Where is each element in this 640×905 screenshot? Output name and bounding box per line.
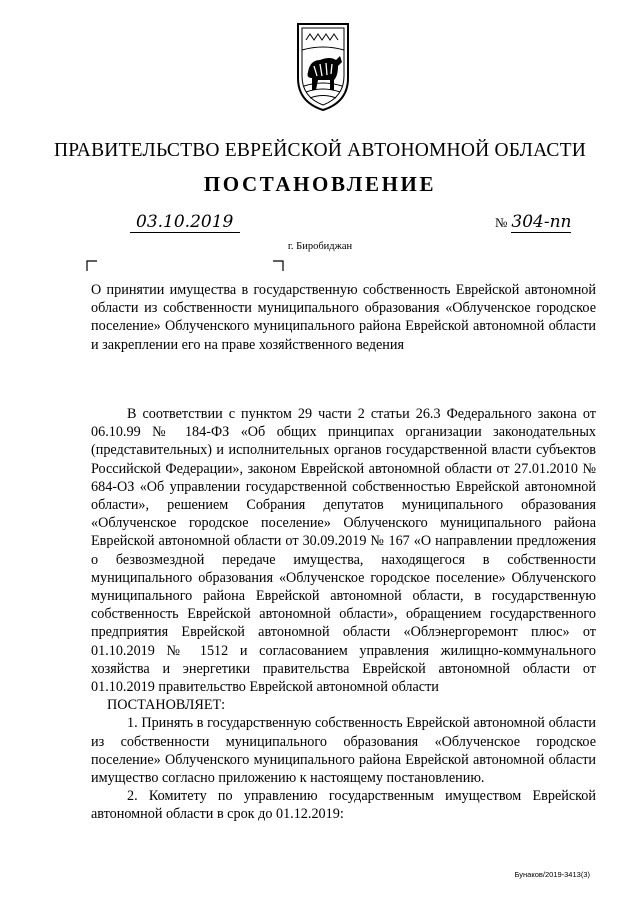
decree-heading: ПОСТАНОВЛЯЕТ: <box>107 697 226 714</box>
clause-2: 2. Комитету по управлению государственным имуществом Еврейской автономной области в срок до 01.12.2019: <box>91 788 596 823</box>
document-number: 304-пп <box>511 212 572 232</box>
document-type: ПОСТАНОВЛЕНИЕ <box>203 172 437 196</box>
preamble-paragraph: В соответствии с пунктом 29 части 2 статьи 26.3 Федерального закона от 06.10.99 № 184-ФЗ «Об общих принципах организации законодательных (представительных) и исполнительных органов государственной власти субъектов Российской Федерации», законом Еврейской автономной области от 27.01.2010 № 684-ОЗ «Об управлении государственной собственностью Еврейской автономной области», решением Собрания депутатов муниципального образования «Облученское городское поселение» Облученского муниципального района Еврейской автономной области от 30.09.2019 № 167 «О направлении предложения о безвозмездной передаче имущества, находящегося в собственности муниципального образования «Облученское городское поселение» Облученского муниципального района Еврейской автономной области, в государственную собственность Еврейской автономной области», обращением государственного предприятия Еврейской автономной области «Облэнергоремонт плюс» от 01.10.2019 № 1512 и согласованием управления жилищно-коммунального хозяйства и энергетики правительства Еврейской автономной области от 01.10.2019 правительство Еврейской автономной области <box>91 406 596 696</box>
executor-reference: Бунаков/2019-3413(3) <box>514 870 590 879</box>
corner-mark-left-icon <box>86 260 98 272</box>
document-subject: О принятии имущества в государственную собственность Еврейской автономной области из собственности муниципального образования «Облученское городское поселение» Облученского муниципального района Еврейской автономной области и закреплении его на праве хозяйственного ведения <box>91 282 596 353</box>
document-date-field <box>130 212 240 233</box>
number-label: № <box>495 215 508 230</box>
document-body <box>91 405 596 824</box>
government-title: ПРАВИТЕЛЬСТВО ЕВРЕЙСКОЙ АВТОНОМНОЙ ОБЛАСТИ <box>53 140 587 161</box>
clause-1: 1. Принять в государственную собственность Еврейской автономной области из собственности муниципального образования «Облученское городское поселение» Облученского муниципального района Еврейской автономной области имущество согласно приложению к настоящему постановлению. <box>91 715 596 787</box>
document-number-field <box>495 212 571 233</box>
tiger-coat-of-arms-icon <box>294 20 352 112</box>
corner-mark-right-icon <box>272 260 284 272</box>
document-date: 03.10.2019 <box>136 212 234 232</box>
city-name: г. Биробиджан <box>287 241 353 252</box>
